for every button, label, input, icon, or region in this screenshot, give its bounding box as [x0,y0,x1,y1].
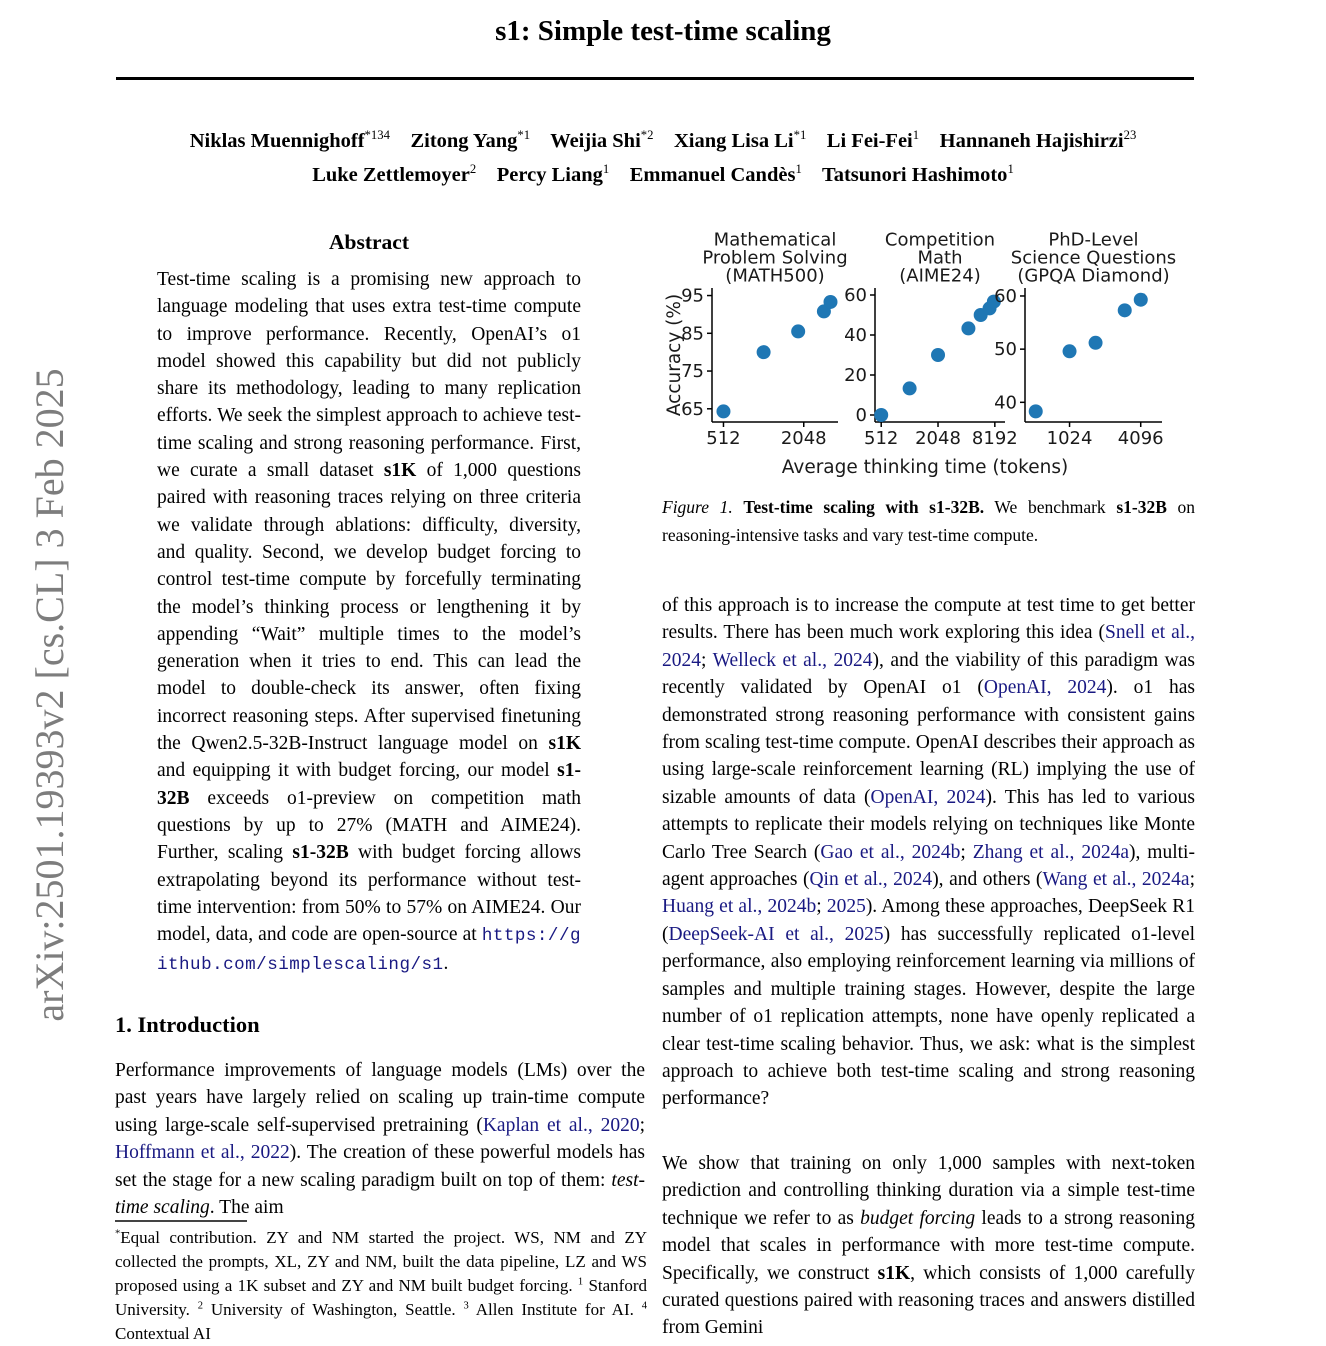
citation-link[interactable]: Wang et al., 2024a [1042,869,1190,891]
footnote-text [115,1226,647,1346]
text-segment: ), and others ( [932,869,1043,891]
introduction-paragraph [115,1057,645,1221]
scatter-point [1089,336,1103,350]
scatter-point [874,408,888,422]
text-segment [609,164,630,186]
figure1-charts [660,228,1195,480]
text-segment: * [115,1228,121,1240]
text-segment: . The aim [209,1197,284,1219]
text-segment: 1 [577,1276,584,1288]
paper-title: s1: Simple test-time scaling [495,15,831,47]
text-segment: Niklas Muennighoff [189,130,365,152]
scatter-point [757,345,771,359]
title-rule [116,77,1194,80]
text-segment: with budget forcing allows extrapolating beyond its performance without test-time intervention: from 50% to 57% on AIME24. Our model, data, and code are open-source at [157,842,581,946]
text-segment: Figure 1. [662,497,733,517]
text-segment: 2 [197,1300,204,1312]
text-segment: ; [816,896,827,918]
text-segment: leads to a strong reasoning model that scales in performance with more test-time compute. Specifically, we construct [662,1207,1195,1284]
text-segment: Weijia Shi [550,130,641,152]
authors-line-2 [0,164,1326,187]
text-segment: ; [639,1114,645,1136]
text-segment: Test-time scaling with s1-32B. [743,497,985,517]
text-segment: We show that training on only 1,000 samples with next-token prediction and controlling thinking duration via a simple test-time technique we refer to as [662,1153,1195,1229]
x-tick-label: 2048 [780,428,827,449]
text-segment: Contextual AI [115,1324,211,1343]
text-segment [802,164,822,186]
text-segment: ; [1189,869,1195,891]
text-segment: s1K [548,733,581,755]
citation-link[interactable]: Snell et al., 2024 [662,622,1196,671]
text-segment: 4 [641,1300,647,1312]
y-tick-label: 20 [844,365,867,386]
text-segment: and equipping it with budget forcing, our model [157,760,558,782]
citation-link[interactable]: 2025 [826,896,866,918]
abstract-body [157,266,581,980]
text-segment: University of Washington, Seattle. [203,1300,464,1319]
scatter-point [791,324,805,338]
authors-line-1 [0,130,1326,153]
text-segment: on reasoning-intensive tasks and vary test-time compute. [662,497,1196,545]
y-tick-label: 60 [844,285,867,306]
chart-title-line: Math [917,247,963,269]
text-segment: 1 [1007,162,1014,177]
text-segment: 3 [463,1300,469,1312]
text-segment: s1-32B [1116,497,1167,517]
text-segment: ; [960,841,973,863]
x-tick-label: 4096 [1117,428,1164,449]
scatter-point [961,321,975,335]
text-segment [390,130,411,152]
text-segment: Performance improvements of language models (LMs) over the past years have largely relied on scaling up train-time compute using large-scale self-supervised pretraining ( [115,1060,645,1136]
text-segment: *1 [517,128,531,143]
text-segment: Hannaneh Hajishirzi [939,130,1124,152]
text-segment: exceeds o1-preview on competition math questions by up to 27% (MATH and AIME24). Further, scaling [157,787,581,864]
text-segment: . [443,953,449,975]
contribution-paragraph [662,1150,1195,1342]
text-segment: ; [701,649,713,671]
text-segment: Percy Liang [496,164,603,186]
x-tick-label: 2048 [915,428,961,449]
text-segment: ), and the viability of this paradigm was recently validated by OpenAI o1 ( [662,649,1195,699]
chart-title-line: (AIME24) [899,265,981,287]
y-tick-label: 85 [681,323,704,345]
text-segment: 1 [602,162,610,177]
text-segment: *2 [640,128,654,143]
text-segment: ). Among these approaches, DeepSeek R1 ( [662,896,1195,945]
citation-link[interactable]: OpenAI, 2024 [983,677,1107,699]
text-segment: test-time scaling [115,1169,645,1219]
citation-link[interactable]: Kaplan et al., 2020 [482,1114,640,1136]
text-segment: of this approach is to increase the compute at test time to get better results. There has been much work exploring this idea ( [662,595,1195,644]
text-segment: Stanford University. [115,1276,648,1319]
text-segment [530,130,550,152]
text-segment: 23 [1123,128,1137,143]
text-segment: Emmanuel Candès [629,164,796,186]
y-tick-label: 95 [681,285,704,307]
text-segment: ), multi-agent approaches ( [662,841,1195,891]
x-tick-label: 512 [706,428,741,449]
chart-title-line: Competition [884,229,996,251]
y-tick-label: 40 [844,325,867,346]
text-segment: Zitong Yang [410,130,518,152]
y-tick-label: 50 [994,339,1017,361]
scatter-plots-svg [660,228,1195,480]
citation-link[interactable]: Gao et al., 2024b [820,841,961,863]
chart-title-line: (MATH500) [725,265,825,287]
x-axis-label: Average thinking time (tokens) [781,457,1069,478]
section-heading-introduction: 1. Introduction [115,1012,260,1037]
text-segment: , which consists of 1,000 carefully curated questions paired with reasoning traces and answers distilled from Gemini [662,1262,1195,1339]
citation-link[interactable]: Qin et al., 2024 [809,869,933,891]
y-tick-label: 65 [681,398,704,420]
x-tick-label: 1024 [1046,428,1093,449]
text-segment: Test-time scaling is a promising new approach to language modeling that uses extra test-time compute to improve performance. Recently, OpenAI’s o1 model showed this capability but did not publicly share its methodology, leading to many replication efforts. We seek the simplest approach to achieve test-time scaling and strong reasoning performance. First, we curate a small dataset [157,269,581,482]
scatter-point [1029,404,1043,418]
y-tick-label: 40 [994,392,1017,414]
intro-paragraph-continued [662,592,1195,1113]
text-segment: Equal contribution. ZY and NM started the project. WS, NM and ZY collected the prompts, XL, ZY and NM, built the data pipeline, LZ and WS proposed using a 1K subset and ZY and NM built budget forcing. [115,1228,647,1295]
scatter-point [823,295,837,309]
text-segment: of 1,000 questions paired with reasoning traces relying on three criteria we validate through ablations: difficulty, diversity, and quality. Second, we develop budget forcing to control test-time compute by forcefully terminating the model’s thinking process or lengthening it by appending “Wait” multiple times to the model’s generation when it tries to end. This can lead the model to double-check its answer, often fixing incorrect reasoning steps. After supervised finetuning the Qwen2.5-32B-Instruct language model on [157,460,582,755]
citation-link[interactable]: Huang et al., 2024b [662,896,817,918]
citation-link[interactable]: Hoffmann et al., 2022 [115,1142,290,1164]
y-tick-label: 0 [855,405,867,426]
text-segment: ). This has led to various attempts to replicate their models relying on techniques like Monte Carlo Tree Search ( [662,786,1195,863]
chart-title-line: Problem Solving [702,247,848,269]
citation-link[interactable]: Welleck et al., 2024 [712,649,873,671]
text-segment: We benchmark [984,497,1117,517]
scatter-point [1118,303,1132,317]
citation-link[interactable]: DeepSeek-AI et al., 2025 [668,923,884,945]
text-segment [733,497,744,517]
chart-title-line: (GPQA Diamond) [1017,265,1170,287]
scatter-point [1134,293,1148,307]
citation-link[interactable]: Zhang et al., 2024a [972,841,1129,863]
abstract-heading: Abstract [328,230,409,254]
text-segment [919,130,940,152]
text-segment [653,130,674,152]
figure1-caption [662,493,1195,549]
text-segment: ). The creation of these powerful models has set the stage for a new scaling paradigm built on top of them: [115,1142,645,1191]
citation-link[interactable]: OpenAI, 2024 [870,786,986,808]
text-segment: *1 [793,128,807,143]
y-tick-label: 60 [994,285,1017,307]
text-segment: s1K [877,1262,911,1284]
text-segment: 2 [469,162,477,177]
chart-title-line: Mathematical [713,229,837,251]
arxiv-sidebar-banner: arXiv:2501.19393v2 [cs.CL] 3 Feb 2025 [27,368,72,1022]
y-axis-label: Accuracy (%) [664,293,685,417]
scatter-point [716,404,730,418]
text-segment: s1K [383,460,417,482]
text-segment: 1 [912,128,920,143]
scatter-point [931,348,945,362]
text-segment [806,130,827,152]
text-segment: s1-32B [292,842,349,864]
text-segment: ) has successfully replicated o1-level performance, also employing reinforcement learning via millions of samples and multiple training stages. However, despite the large number of o1 replication attempts, none have openly replicated a clear test-time scaling behavior. Thus, we ask: what is the simplest approach to achieve both test-time scaling and strong reasoning performance? [662,923,1195,1110]
scatter-point [1063,344,1077,358]
text-segment: Allen Institute for AI. [468,1300,642,1319]
scatter-point [903,381,917,395]
x-tick-label: 8192 [971,428,1018,449]
text-segment: 1 [795,162,802,177]
text-segment: s1-32B [157,760,581,809]
chart-title-line: PhD-Level [1048,229,1139,251]
text-segment: ). o1 has demonstrated strong reasoning performance with consistent gains from scaling test-time compute. OpenAI describes their approach as using large-scale reinforcement learning (RL) implying the use of sizable amounts of data ( [662,677,1195,808]
text-segment: Li Fei-Fei [826,130,913,152]
y-tick-label: 75 [681,361,704,383]
text-segment: Luke Zettlemoyer [312,164,470,186]
text-segment: Xiang Lisa Li [673,130,794,152]
url-link[interactable]: https://github.com/simplescaling/s1 [157,926,581,976]
chart-title-line: Science Questions [1010,247,1177,269]
text-segment: *134 [364,128,390,143]
text-segment: budget forcing [860,1207,976,1229]
x-tick-label: 512 [864,428,899,449]
text-segment [476,164,497,186]
footnote-rule [115,1220,247,1222]
text-segment: Tatsunori Hashimoto [821,164,1008,186]
